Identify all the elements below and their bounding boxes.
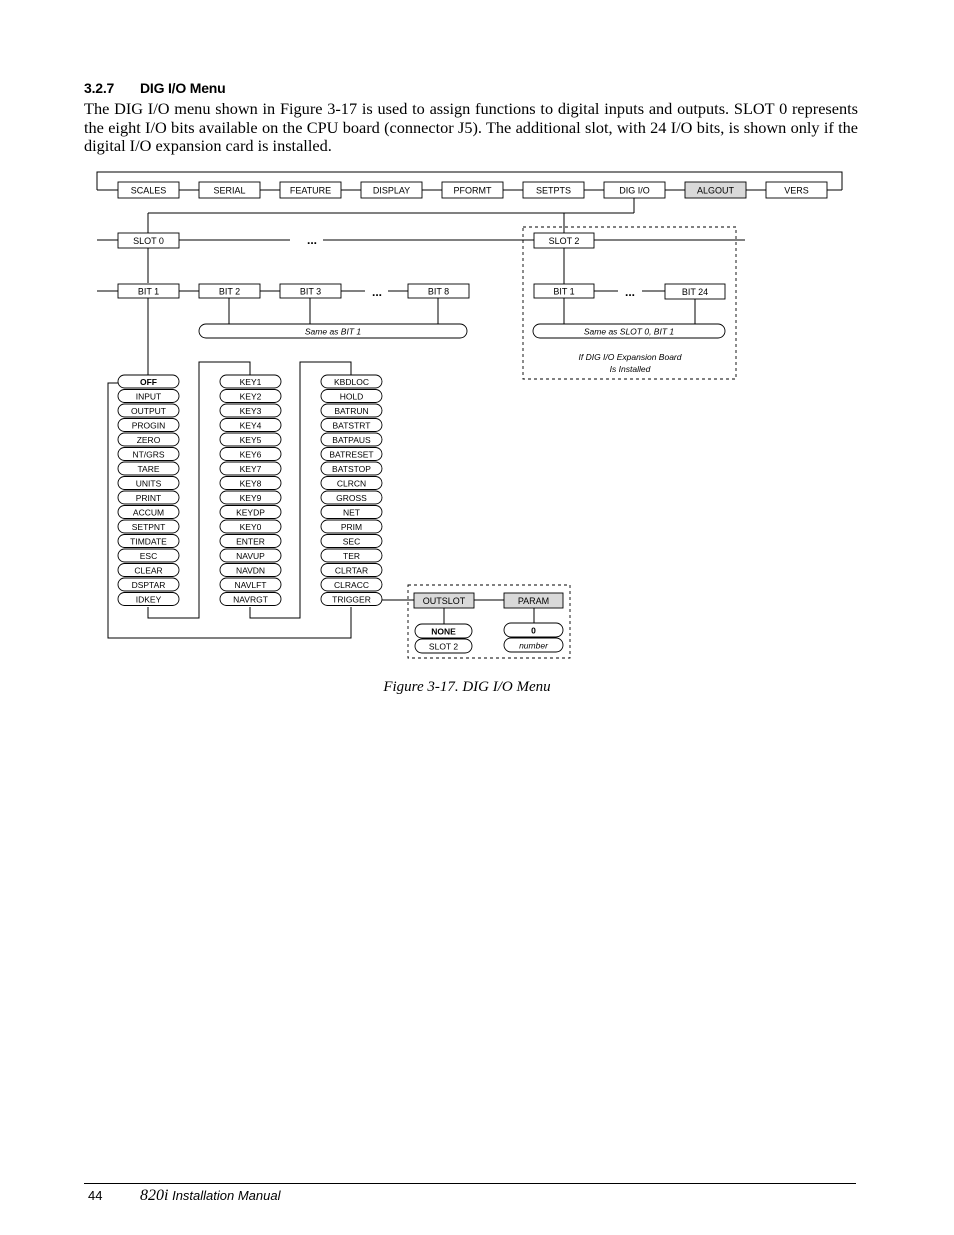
fn-col3-net [321,506,382,519]
fn-col2-keydp [220,506,281,519]
slot0-bit-2-label: BIT 2 [218,286,241,297]
fn-col3-batreset [321,448,382,461]
outslot-none-label: NONE [431,626,456,637]
menu-setpts [523,182,584,198]
slot-2-label: SLOT 2 [548,236,580,246]
same-as-bit1-bar-label: Same as BIT 1 [304,326,362,337]
fn-col3-hold [321,390,382,403]
fn-col2-navup [220,549,281,562]
slot-0-label: SLOT 0 [133,236,164,246]
fn-col2-key0-label: KEY0 [239,522,262,532]
menu-vers-label: VERS [784,185,809,196]
outslot-menu-label: OUTSLOT [422,596,466,606]
param-value-0 [504,623,563,637]
section-body: The DIG I/O menu shown in Figure 3-17 is used to assign functions to digital inputs and outputs. SLOT 0 represents the eight I/O bits available on the CPU board (connector J5). The additional slot, with 24 I/O bits, is shown only if the digital I/O expansion card is installed. [84,99,858,155]
slot0-bit-8-label: BIT 8 [427,286,450,297]
fn-col2-enter [220,535,281,548]
fn-col3-batrun [321,404,382,417]
fn-col1-tare-label: TARE [137,464,160,474]
fn-col3-batstop [321,462,382,475]
fn-col3-clrtar [321,564,382,577]
slot-2 [534,233,594,248]
outslot-slot-2 [415,639,472,653]
fn-col3-batreset-label: BATRESET [329,449,374,460]
fn-col3-batpaus-label: BATPAUS [332,435,371,445]
fn-col2-key3-label: KEY3 [239,406,262,416]
fn-col1-setpnt [118,520,179,533]
fn-col1-timdate [118,535,179,548]
section-number: 3.2.7 [84,80,115,96]
fn-col3-clracc [321,578,382,591]
fn-col1-input [118,390,179,403]
section-title: DIG I/O Menu [140,80,226,96]
fn-col1-output-label: OUTPUT [131,406,166,416]
fn-col3-batstop-label: BATSTOP [332,464,371,474]
fn-col3-kbdloc [321,375,382,388]
fn-col2-key1-label: KEY1 [239,377,262,387]
slot0-bit-8 [408,284,469,298]
slot2-bit-1 [534,284,594,298]
fn-col2-key7 [220,462,281,475]
fn-col2-enter-label: ENTER [236,536,265,547]
fn-col3-ter [321,549,382,562]
fn-col3-gross-label: GROSS [336,493,367,503]
fn-col3-clrcn [321,477,382,490]
outslot-menu [414,593,474,608]
fn-col1-zero [118,433,179,446]
ellipsis-bits-slot2: ... [624,285,636,299]
fn-col1-dsptar-label: DSPTAR [131,580,166,590]
fn-col2-key9-label: KEY9 [239,493,262,503]
fn-col2-navup-label: NAVUP [236,551,265,561]
menu-serial-label: SERIAL [213,185,246,196]
fn-col3-trigger-label: TRIGGER [332,594,371,605]
menu-dig-i-o-label: DIG I/O [619,185,650,196]
fn-col3-prim-label: PRIM [340,522,363,532]
menu-dig-i-o [604,182,665,198]
fn-col1-units [118,477,179,490]
outslot-slot-2-label: SLOT 2 [428,641,459,652]
fn-col2-key2 [220,390,281,403]
fn-col2-key8 [220,477,281,490]
fn-col1-esc-label: ESC [139,551,158,561]
fn-col2-key1 [220,375,281,388]
same-as-slot0-bar-label: Same as SLOT 0, BIT 1 [583,326,675,337]
menu-vers [766,182,827,198]
menu-display [361,182,422,198]
slot0-bit-3 [280,284,341,298]
menu-pformt-label: PFORMT [453,185,492,196]
menu-display-label: DISPLAY [372,185,411,196]
fn-col3-clrtar-label: CLRTAR [334,565,369,576]
fn-col1-idkey [118,593,179,606]
product-model: 820i [140,1187,169,1204]
fn-col3-hold-label: HOLD [339,391,364,402]
fn-col2-navdn-label: NAVDN [235,565,266,576]
fn-col2-navrgt-label: NAVRGT [233,594,268,605]
expansion-note-line2: Is Installed [609,364,651,374]
ellipsis-slots: ... [306,233,318,247]
fn-col2-key0 [220,520,281,533]
fn-col1-clear-label: CLEAR [134,565,163,576]
fn-col2-key3 [220,404,281,417]
fn-col3-trigger [321,593,382,606]
fn-col3-ter-label: TER [343,551,360,561]
slot0-bit-1-label: BIT 1 [137,286,160,297]
fn-col1-off [118,375,179,388]
fn-col1-units-label: UNITS [135,478,162,489]
fn-col1-accum-label: ACCUM [132,507,165,518]
fn-col2-navdn [220,564,281,577]
menu-algout [685,182,746,198]
fn-col2-keydp-label: KEYDP [236,507,265,518]
fn-col1-esc [118,549,179,562]
fn-col1-idkey-label: IDKEY [135,594,162,605]
fn-col3-clracc-label: CLRACC [334,580,369,590]
fn-col1-tare [118,462,179,475]
fn-col1-output [118,404,179,417]
fn-col2-key2-label: KEY2 [239,391,262,402]
fn-col3-sec [321,535,382,548]
fn-col3-kbdloc-label: KBDLOC [334,377,369,387]
fn-col1-nt-grs-label: NT/GRS [132,449,165,460]
fn-col1-print [118,491,179,504]
param-number [504,638,563,652]
expansion-note-line1: If DIG I/O Expansion Board [578,352,682,362]
menu-scales [118,182,179,198]
fn-col3-gross [321,491,382,504]
fn-col2-key4-label: KEY4 [239,420,262,431]
fn-col2-navlft-label: NAVLFT [234,580,267,590]
param-menu-label: PARAM [517,596,550,606]
same-as-bit1-bar [199,324,467,338]
fn-col1-timdate-label: TIMDATE [130,536,167,547]
fn-col2-key4 [220,419,281,432]
fn-col2-key6 [220,448,281,461]
param-menu [504,593,563,608]
menu-serial [199,182,260,198]
slot0-bit-3-label: BIT 3 [299,286,322,297]
fn-col3-clrcn-label: CLRCN [336,478,367,489]
fn-col2-key5 [220,433,281,446]
param-value-0-label: 0 [531,625,536,636]
fn-col3-sec-label: SEC [342,536,361,547]
outslot-none [415,624,472,638]
fn-col3-prim [321,520,382,533]
fn-col2-navlft [220,578,281,591]
fn-col2-key9 [220,491,281,504]
slot2-bit-24 [665,284,725,299]
fn-col3-batpaus [321,433,382,446]
fn-col1-print-label: PRINT [135,493,162,503]
fn-col2-key6-label: KEY6 [239,449,262,460]
fn-col2-key7-label: KEY7 [239,464,262,474]
param-number-label: number [519,640,548,651]
menu-scales-label: SCALES [130,185,167,196]
fn-col1-nt-grs [118,448,179,461]
fn-col1-input-label: INPUT [135,391,162,402]
fn-col1-progin-label: PROGIN [131,420,166,431]
fn-col2-key5-label: KEY5 [239,435,262,445]
menu-pformt [442,182,503,198]
fn-col1-zero-label: ZERO [136,435,161,445]
fn-col1-progin [118,419,179,432]
fn-col1-dsptar [118,578,179,591]
slot2-bit-1-label: BIT 1 [553,286,575,297]
same-as-slot0-bar [533,324,725,338]
menu-feature [280,182,341,198]
slot0-bit-1 [118,284,179,298]
menu-feature-label: FEATURE [289,185,332,196]
fn-col3-batrun-label: BATRUN [334,406,369,416]
slot0-bit-2 [199,284,260,298]
page-footer [88,1187,280,1205]
fn-col1-setpnt-label: SETPNT [131,522,166,532]
fn-col1-off-label: OFF [140,377,157,387]
page-number: 44 [88,1188,103,1203]
fn-col3-batstrt [321,419,382,432]
ellipsis-bits-slot0: ... [371,285,383,299]
fn-col1-accum [118,506,179,519]
fn-col2-key8-label: KEY8 [239,478,262,489]
figure-caption: Figure 3-17. DIG I/O Menu [383,679,551,695]
fn-col3-batstrt-label: BATSTRT [332,420,371,431]
fn-col3-net-label: NET [343,507,360,518]
footer-rule [84,1183,856,1184]
slot2-bit-24-label: BIT 24 [681,287,709,297]
menu-setpts-label: SETPTS [535,185,572,196]
slot-0 [118,233,179,248]
menu-algout-label: ALGOUT [696,185,735,196]
manual-title: Installation Manual [172,1188,281,1203]
fn-col1-clear [118,564,179,577]
fn-col2-navrgt [220,593,281,606]
